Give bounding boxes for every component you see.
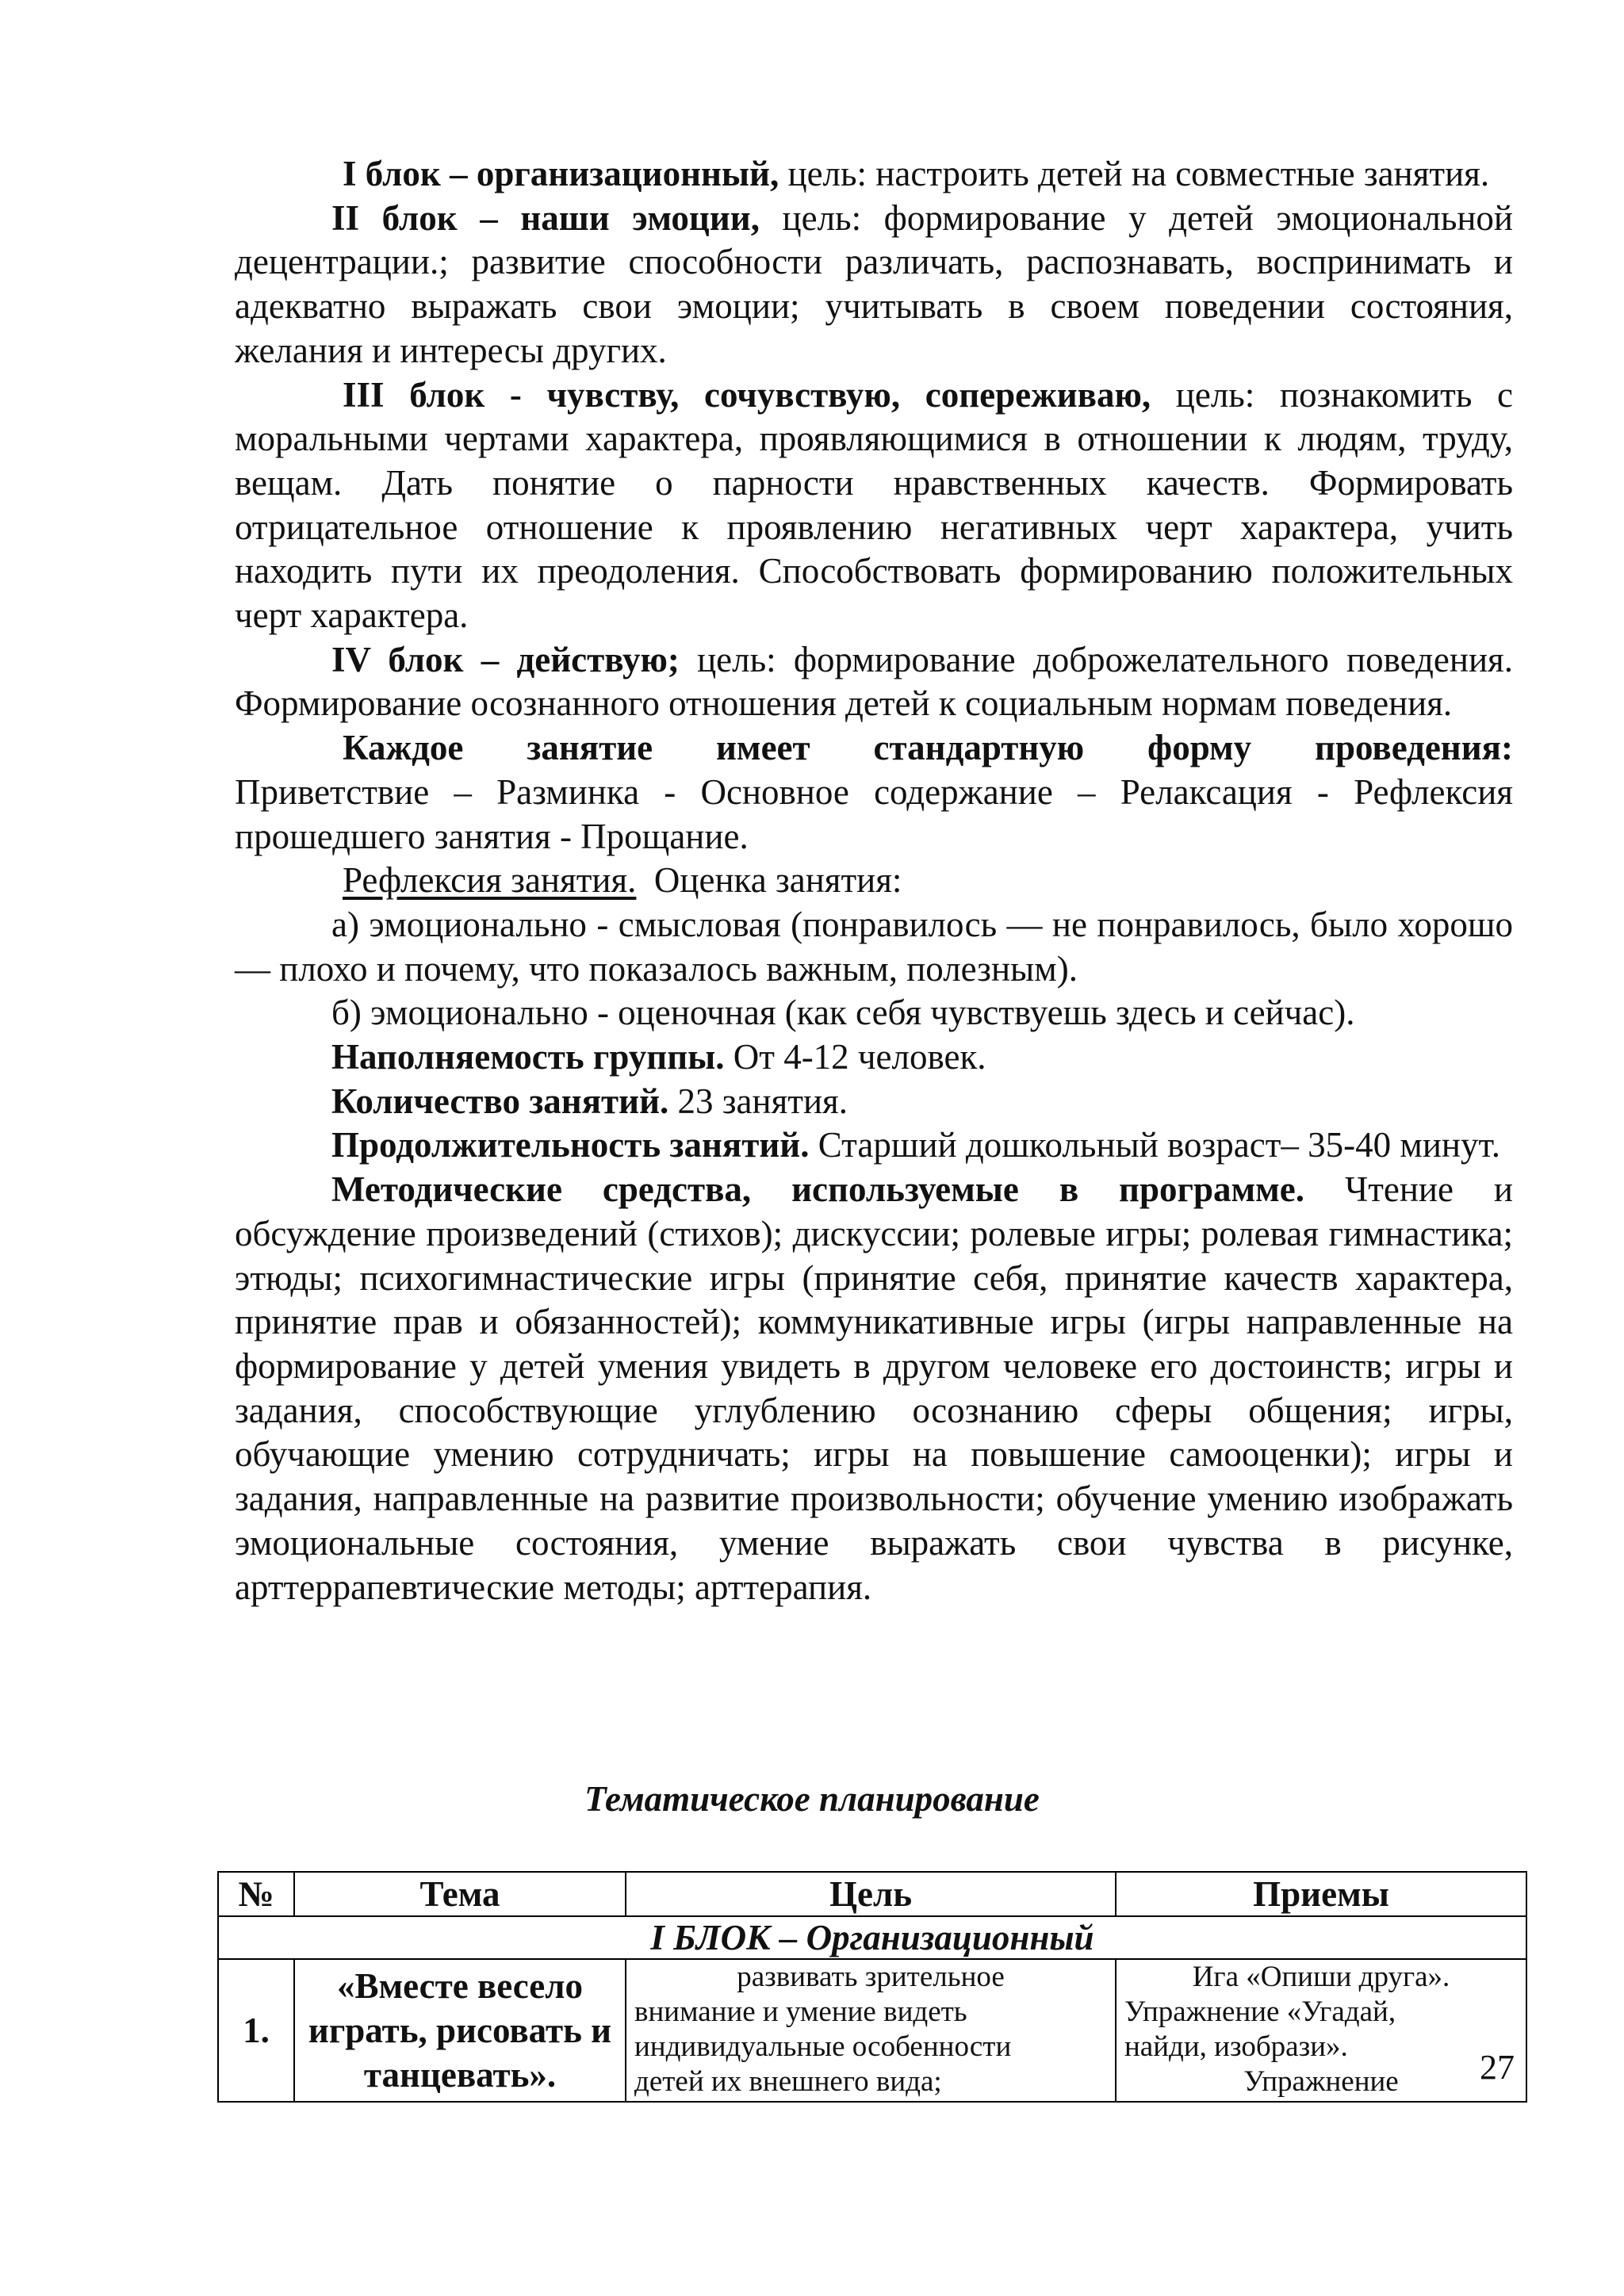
paragraph-reflection-b: б) эмоционально - оценочная (как себя чувствуешь здесь и сейчас). — [331, 993, 1355, 1033]
table-header-row — [218, 1872, 1526, 1916]
header-methods: Приемы — [1116, 1872, 1526, 1916]
header-goal: Цель — [626, 1872, 1116, 1916]
table-block-row — [218, 1916, 1526, 1959]
thematic-plan-table — [217, 1871, 1527, 2103]
paragraph-reflection-a: а) эмоционально - смысловая (понравилось — не понравилось, было хорошо — плохо и почему, что показалось важным, полезным). — [235, 904, 1513, 989]
table-caption: Тематическое планирование — [584, 1779, 1040, 1819]
paragraph-group-size: Наполняемость группы. От 4-12 человек. — [331, 1037, 986, 1077]
paragraph-sessions-count: Количество занятий. 23 занятия. — [331, 1081, 848, 1121]
paragraph-reflection: Рефлексия занятия. Оценка занятия: — [343, 860, 902, 901]
paragraph-duration: Продолжительность занятий. Старший дошкольный возраст– 35-40 минут. — [331, 1125, 1501, 1165]
header-topic: Тема — [294, 1872, 626, 1916]
row-number: 1. — [218, 1959, 294, 2102]
paragraph-format: Каждое занятие имеет стандартную форму проведения: Приветствие – Разминка - Основное содержание – Релаксация - Рефлексия прошедшего занятия - Прощание. — [235, 728, 1513, 856]
body-text — [235, 152, 1513, 1609]
paragraph-block-4: IV блок – действую; цель: формирование доброжелательного поведения. Формирование осознанного отношения детей к социальным нормам поведения. — [235, 639, 1513, 724]
paragraph-block-2: II блок – наши эмоции, цель: формирование у детей эмоциональной децентрации.; развитие способности различать, распознавать, воспринимать и адекватно выражать свои эмоции; учитывать в своем поведении состояния, желания и интересы других. — [235, 197, 1513, 370]
paragraph-block-1: I блок – организационный, цель: настроить детей на совместные занятия. — [343, 154, 1490, 193]
row-goal: развивать зрительное внимание и умение видеть индивидуальные особенности детей их внешнего вида; — [626, 1959, 1116, 2102]
table-row — [218, 1959, 1526, 2102]
block-title: I БЛОК – Организационный — [218, 1916, 1526, 1959]
page-number: 27 — [1480, 2048, 1515, 2087]
row-methods: Ига «Опиши друга». Упражнение «Угадай, найди, изобрази». Упражнение — [1116, 1959, 1526, 2102]
paragraph-block-3: III блок - чувству, сочувствую, сопереживаю, цель: познакомить с моральными чертами характера, проявляющимися в отношении к людям, труду, вещам. Дать понятие о парности нравственных качеств. Формировать отрицательное отношение к проявлению негативных черт характера, учить находить пути их преодоления. Способствовать формированию положительных черт характера. — [235, 374, 1513, 636]
header-number: № — [218, 1872, 294, 1916]
paragraph-methods: Методические средства, используемые в программе. Чтение и обсуждение произведений (стихов); дискуссии; ролевые игры; ролевая гимнастика; этюды; психогимнастические игры (принятие себя, принятие качеств характера, принятие прав и обязанностей); коммуникативные игры (игры направленные на формирование у детей умения увидеть в другом человеке его достоинств; игры и задания, способствующие углублению осознанию сферы общения; игры, обучающие умению сотрудничать; игры на повышение самооценки); игры и задания, направленные на развитие произвольности; обучение умению изображать эмоциональные состояния, умение выражать свои чувства в рисунке, арттеррапевтические методы; арттерапия. — [235, 1169, 1513, 1607]
row-topic: «Вместе весело играть, рисовать и танцевать». — [294, 1959, 626, 2102]
